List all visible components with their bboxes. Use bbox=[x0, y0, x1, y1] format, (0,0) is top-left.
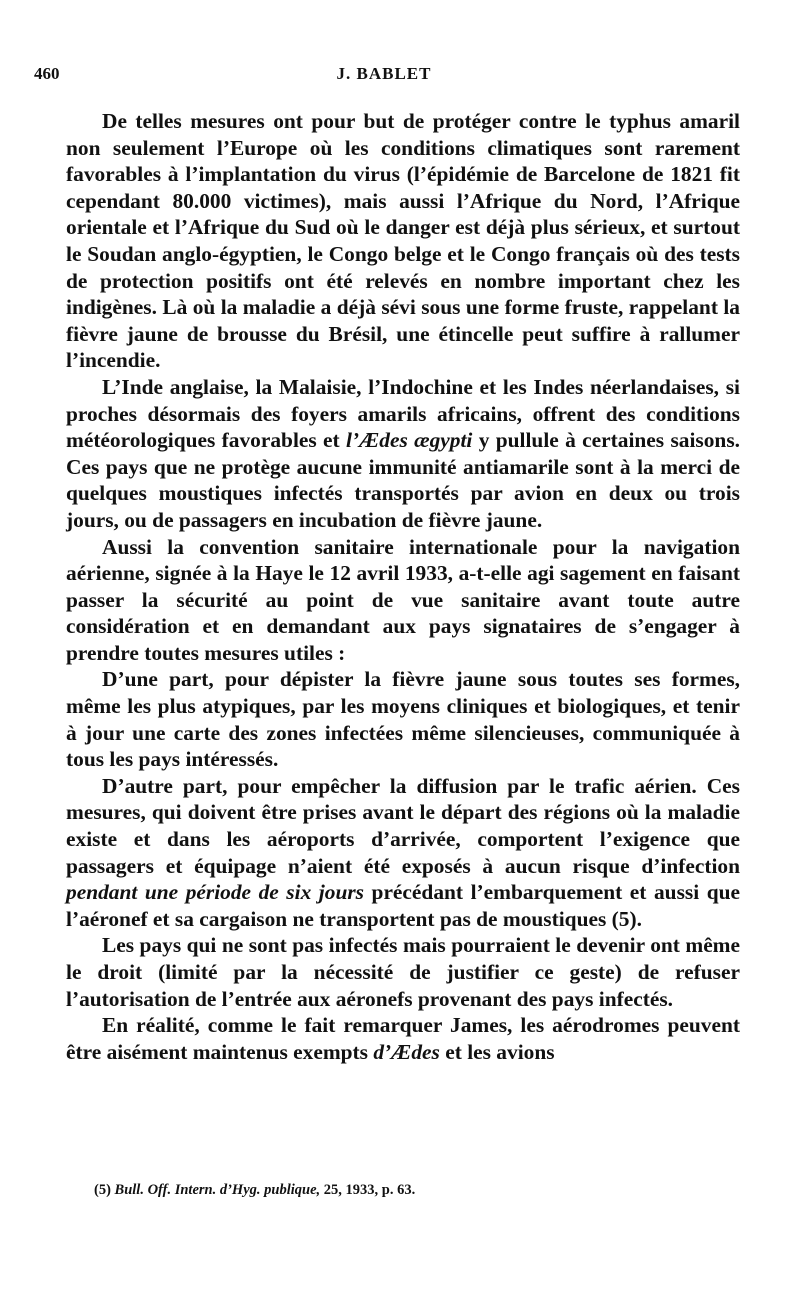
paragraph bbox=[66, 1012, 740, 1065]
text-run: L’Inde anglaise, la Malaisie, l’Indochine et les Indes néerlandaises, si proches désormais des foyers amarils africains, offrent des conditions météorologiques favorables et bbox=[66, 374, 740, 453]
page-number: 460 bbox=[34, 64, 60, 83]
paragraph bbox=[66, 666, 740, 772]
text-run: précédant l’embarquement et aussi que l’aéronef et sa cargaison ne transportent pas de moustiques (5). bbox=[66, 880, 740, 931]
text-run: 25, 1933, p. 63. bbox=[320, 1182, 416, 1198]
footnote bbox=[94, 1180, 744, 1200]
text-run: En réalité, comme le fait remarquer James, les aérodromes peuvent être aisément maintenus exempts bbox=[66, 1013, 740, 1064]
body-text bbox=[66, 108, 740, 1065]
text-run: Aussi la convention sanitaire internationale pour la navigation aérienne, signée à la Haye le 12 avril 1933, a-t-elle agi sagement en faisant passer la sécurité au point de vue sanitaire avant toute autre considération et en demandant aux pays signataires de s’engager à prendre toutes mesures utiles : bbox=[66, 534, 740, 665]
paragraph bbox=[66, 374, 740, 534]
paragraph bbox=[66, 534, 740, 667]
text-run: (5) bbox=[94, 1182, 115, 1198]
paragraph bbox=[66, 932, 740, 1012]
text-run: D’une part, pour dépister la fièvre jaune sous toutes ses formes, même les plus atypiques, par les moyens cliniques et biologiques, et tenir à jour une carte des zones infectées même silencieuses, communiquée à tous les pays intéressés. bbox=[66, 667, 740, 772]
italic-text: Bull. Off. Intern. d’Hyg. publique, bbox=[114, 1182, 321, 1198]
paragraph bbox=[66, 108, 740, 374]
italic-text: pendant une période de six jours bbox=[66, 880, 364, 905]
paragraph bbox=[66, 773, 740, 933]
italic-text: d’Ædes bbox=[373, 1039, 440, 1064]
text-run: et les avions bbox=[439, 1039, 555, 1064]
italic-text: l’Ædes ægypti bbox=[346, 428, 473, 453]
text-run: De telles mesures ont pour but de protéger contre le typhus amaril non seulement l’Europe où les conditions climatiques sont rarement favorables à l’implantation du virus (l’épidémie de Barcelone de 1821 fit cependant 80.000 victimes), mais aussi l’Afrique du Nord, l’Afrique orientale et l’Afrique du Sud où le danger est déjà plus sérieux, et surtout le Soudan anglo-égyptien, le Congo belge et le Congo français où des tests de protection positifs ont été relevés en nombre important chez les indigènes. Là où la maladie a déjà sévi sous une forme fruste, rappelant la fièvre jaune de brousse du Brésil, une étincelle peut suffire à rallumer l’incendie. bbox=[66, 109, 740, 373]
text-run: D’autre part, pour empêcher la diffusion par le trafic aérien. Ces mesures, qui doivent être prises avant le départ des régions où la maladie existe et dans les aéroports d’arrivée, comportent l’exigence que passagers et équipage n’aient été exposés à aucun risque d’infection bbox=[66, 773, 740, 878]
running-title: J. BABLET bbox=[336, 64, 432, 83]
text-run: y pullule à certaines saisons. Ces pays que ne protège aucune immunité antiamarile sont à la merci de quelques moustiques infectés transportés par avion en deux ou trois jours, ou de passagers en incubation de fièvre jaune. bbox=[66, 428, 741, 532]
text-run: Les pays qui ne sont pas infectés mais pourraient le devenir ont même le droit (limité par la nécessité de justifier ce geste) de refuser l’autorisation de l’entrée aux aéronefs provenant des pays infectés. bbox=[66, 933, 740, 1011]
running-head bbox=[34, 64, 734, 88]
